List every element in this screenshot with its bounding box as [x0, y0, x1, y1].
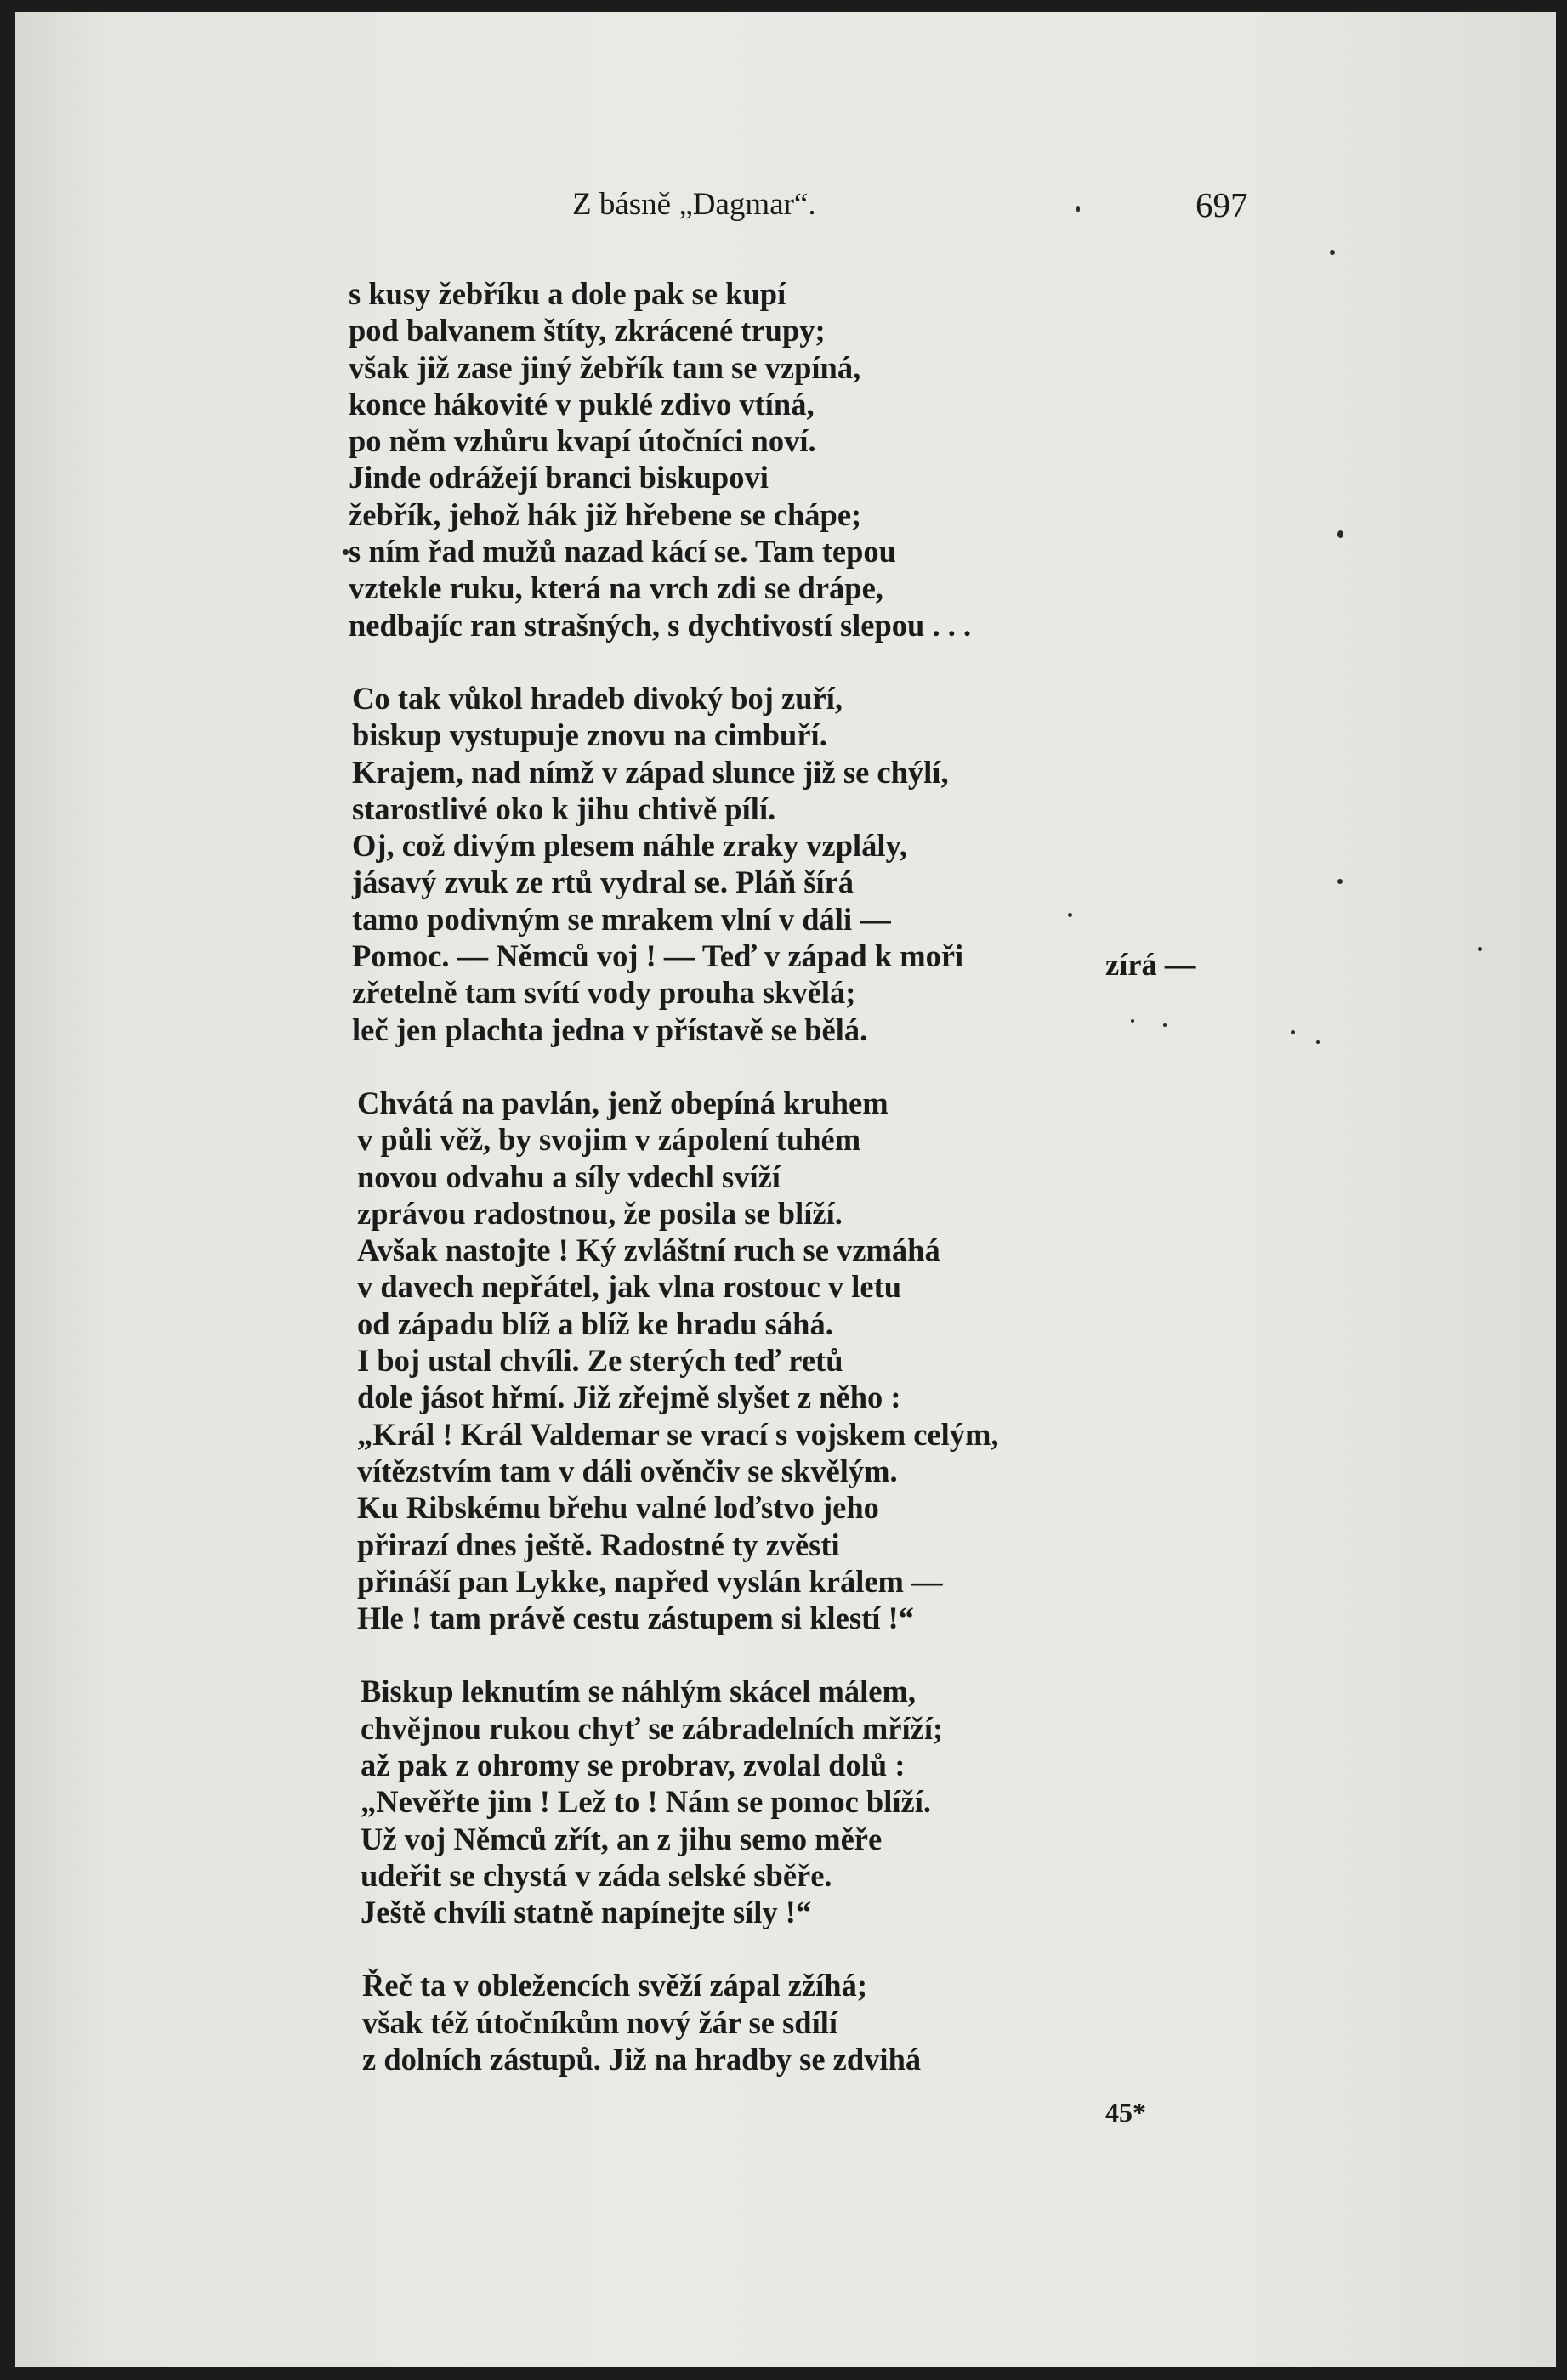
- poem-line: v davech nepřátel, jak vlna rostouc v letu: [357, 1269, 902, 1305]
- poem-line: po něm vzhůru kvapí útočníci noví.: [349, 423, 816, 459]
- poem-line: Chvátá na pavlán, jenž obepíná kruhem: [357, 1085, 889, 1120]
- running-title: Z básně „Dagmar“.: [572, 187, 816, 222]
- dust-speck: [1478, 947, 1482, 951]
- poem-line: jásavý zvuk ze rtů vydral se. Pláň šírá: [352, 864, 854, 900]
- stanza: [352, 680, 1241, 1048]
- poem-line: však též útočníkům nový žár se sdílí: [362, 2004, 838, 2040]
- poem-line: Ku Ribskému břehu valné loďstvo jeho: [357, 1490, 879, 1526]
- poem-line: Ještě chvíli statně napínejte síly !“: [361, 1895, 812, 1930]
- poem-line: Krajem, nad nímž v západ slunce již se chýlí,: [352, 754, 949, 790]
- dust-speck: [1337, 879, 1343, 884]
- dust-speck: [343, 549, 349, 555]
- scanned-page: [15, 12, 1556, 2367]
- poem-line: Jinde odrážejí branci biskupovi: [349, 460, 769, 496]
- page-number: 697: [1195, 185, 1248, 224]
- dust-speck: [1163, 1023, 1167, 1027]
- poem-line: konce hákovité v puklé zdivo vtíná,: [349, 386, 815, 422]
- signature-mark: 45*: [1105, 2097, 1146, 2128]
- poem-line: leč jen plachta jedna v přístavě se bělá.: [352, 1012, 868, 1047]
- poem-body: [349, 275, 1241, 2114]
- stanza: [361, 1673, 1241, 1930]
- dust-speck: [1131, 1019, 1134, 1023]
- poem-line: Co tak vůkol hradeb divoký boj zuří,: [352, 680, 843, 716]
- dust-speck: [1076, 206, 1080, 212]
- poem-line: s kusy žebříku a dole pak se kupí: [349, 276, 786, 311]
- poem-line: nedbajíc ran strašných, s dychtivostí slepou . . .: [349, 607, 972, 643]
- poem-line: přináší pan Lykke, napřed vyslán králem —: [357, 1563, 943, 1599]
- poem-line: Oj, což divým plesem náhle zraky vzplály,: [352, 828, 907, 864]
- poem-line: přirazí dnes ještě. Radostné ty zvěsti: [357, 1527, 840, 1562]
- poem-line: žebřík, jehož hák již hřebene se chápe;: [349, 496, 862, 532]
- poem-line: chvějnou rukou chyť se zábradelních mříží;: [361, 1710, 944, 1746]
- poem-line: Hle ! tam právě cestu zástupem si klestí !“: [357, 1601, 914, 1636]
- poem-line: Biskup leknutím se náhlým skácel málem,: [361, 1674, 917, 1709]
- poem-line: Už voj Němců zřít, an z jihu semo měře: [361, 1821, 883, 1856]
- poem-line: až pak z ohromy se probrav, zvolal dolů :: [361, 1747, 906, 1782]
- stanza: [362, 1967, 1241, 2077]
- poem-line: z dolních zástupů. Již na hradby se zdvihá: [362, 2042, 922, 2077]
- dust-speck: [1337, 530, 1343, 538]
- poem-line: pod balvanem štíty, zkrácené trupy;: [349, 313, 826, 348]
- poem-line: Řeč ta v obležencích svěží zápal zžíhá;: [362, 1968, 867, 2003]
- dust-speck: [1316, 1040, 1320, 1044]
- poem-line: tamo podivným se mrakem vlní v dáli —: [352, 901, 891, 937]
- poem-line: zprávou radostnou, že posila se blíží.: [357, 1195, 843, 1231]
- poem-line: biskup vystupuje znovu na cimbuří.: [352, 717, 827, 753]
- dust-speck: [1330, 250, 1335, 255]
- poem-line: v půli věž, by svojim v zápolení tuhém: [357, 1122, 861, 1158]
- stanza: [349, 275, 1241, 643]
- poem-line: I boj ustal chvíli. Ze sterých teď retů: [357, 1343, 843, 1379]
- poem-line: starostlivé oko k jihu chtivě pílí.: [352, 790, 776, 826]
- poem-line: však již zase jiný žebřík tam se vzpíná,: [349, 349, 861, 385]
- poem-line: vztekle ruku, která na vrch zdi se drápe,: [349, 570, 883, 606]
- poem-line: udeřit se chystá v záda selské sběře.: [361, 1857, 832, 1893]
- poem-line: Avšak nastojte ! Ký zvláštní ruch se vzmáhá: [357, 1232, 940, 1268]
- poem-line: Pomoc. — Němců voj ! — Teď v západ k moři: [352, 938, 964, 974]
- poem-line: od západu blíž a blíž ke hradu sáhá.: [357, 1306, 833, 1341]
- line-continuation: zírá —: [1105, 947, 1196, 982]
- poem-line: „Nevěřte jim ! Lež to ! Nám se pomoc blíží.: [361, 1784, 931, 1820]
- poem-line: s ním řad mužů nazad kácí se. Tam tepou: [349, 534, 896, 570]
- stanza: [357, 1085, 1241, 1636]
- poem-line: „Král ! Král Valdemar se vrací s vojskem celým,: [357, 1416, 999, 1452]
- poem-line: novou odvahu a síly vdechl svíží: [357, 1159, 781, 1194]
- poem-line: zřetelně tam svítí vody prouha skvělá;: [352, 975, 856, 1011]
- dust-speck: [1291, 1030, 1295, 1034]
- dust-speck: [1068, 913, 1072, 917]
- poem-line: vítězstvím tam v dáli ověnčiv se skvělým.: [357, 1453, 898, 1488]
- poem-line: dole jásot hřmí. Již zřejmě slyšet z něho :: [357, 1380, 901, 1415]
